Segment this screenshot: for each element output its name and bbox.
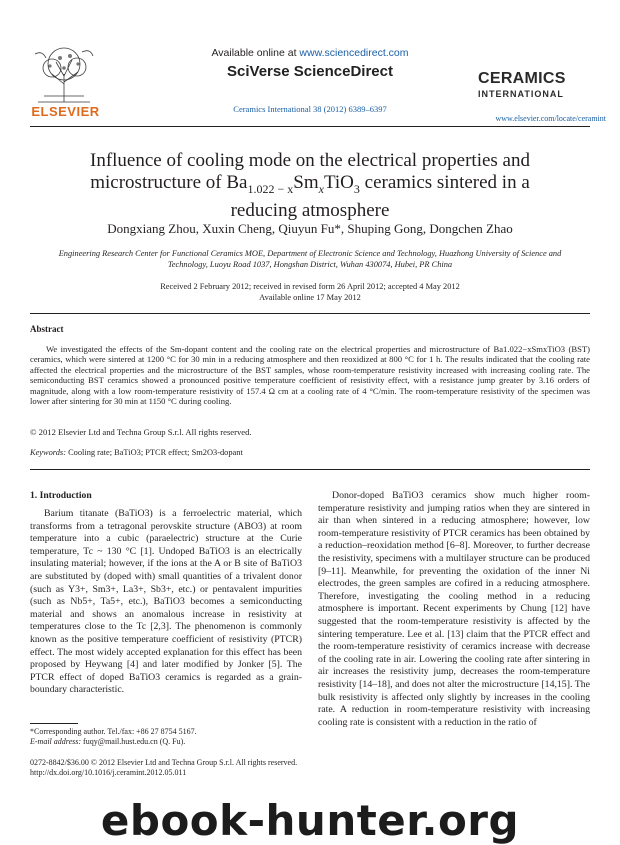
abstract-bottom-rule: [30, 469, 590, 470]
platform-name: SciVerse ScienceDirect: [227, 63, 393, 80]
available-prefix: Available online at: [211, 47, 300, 59]
email-line: [30, 737, 197, 747]
received-dates: Received 2 February 2012; received in revised form 26 April 2012; accepted 4 May 2012: [160, 282, 460, 291]
abstract-heading: Abstract: [30, 324, 64, 334]
doi-link[interactable]: http://dx.doi.org/10.1016/j.ceramint.2012.05.011: [30, 768, 187, 777]
online-date: Available online 17 May 2012: [259, 293, 361, 302]
abstract-copyright: © 2012 Elsevier Ltd and Techna Group S.r.l. All rights reserved.: [30, 427, 252, 437]
publisher-name: ELSEVIER: [31, 104, 100, 119]
journal-url-link[interactable]: www.elsevier.com/locate/ceramint: [495, 114, 606, 123]
abstract-top-rule: [30, 313, 590, 314]
title-line-2: microstructure of $Ba_{1.022 - x}Sm_xTiO_3$ ceramics sintered in a: [90, 172, 530, 196]
sciencedirect-link[interactable]: www.sciencedirect.com: [299, 47, 409, 59]
article-title: [40, 150, 580, 222]
watermark: ebook-hunter.org: [100, 796, 520, 845]
header-rule: [30, 126, 590, 127]
left-column-text: Barium titanate (BaTiO3) is a ferroelectric material, which transforms from a tetragonal perovskite structure (ABO3) at room temperature into a cubic (paraelectric) structure at the Curie temperature, Tc ~ 130 °C [1]. Undoped BaTiO3 is an electrically insulating material; however, if the ions at the A or B site of BaTiO3 are substituted by (doped with) small quantities of a trivalent donor (such as Y3+, Sm3+, La3+, Sb3+, etc.) or pentavalent impurities (such as Nb5+, Ta5+, etc.), BaTiO3 becomes a semiconducting material and shows an anomalous increase in resistivity at temperatures close to the Tc [2,3]. The phenomenon is commonly known as the positive temperature coefficient of resistivity (PTCR) effect. The most widely accepted explanation for this effect has been proposed by Heywang [4] and later modified by Jonker [5]. The PTCR effect of doped BaTiO3 ceramics is regarded as a grain-boundary characteristic.: [30, 508, 302, 696]
right-column-text: Donor-doped BaTiO3 ceramics show much higher room-temperature resistivity and jumping ratios when they are sintered in air than when sintered in a reducing atmosphere; however, low room-temperature resistivity of PTCR ceramics has been obtained by a reduction–reoxidation method [6–8]. Moreover, to further decrease the resistivity, specimens with a multilayer structure can be produced [9–11]. Meanwhile, for preventing the oxidation of the inner Ni electrodes, the green samples are cofired in a reducing atmosphere. Therefore, investigating the cooling method in a reducing atmosphere is important. Recent experiments by Chung [12] have suggested that the room-temperature resistivity is affected by the sintering temperature. Lee et al. [13] claim that the PTCR effect and the room-temperature resistivity of ceramics increase with decrease of the cooling rate in air. Lowering the cooling rate after sintering in air increases the resistivity jump, decreases the room-temperature resistivity [14–18], and does not alter the microstructure [14,15]. The bulk resistivity is affected only slightly by increases in the cooling rate. A reduction in room-temperature resistivity with increasing cooling rate is consistent with a reduction in the ratio of: [318, 490, 590, 728]
available-online: [0, 47, 620, 59]
email-label: E-mail address:: [30, 737, 82, 746]
title-line-3: reducing atmosphere: [230, 199, 390, 221]
keywords: [30, 448, 243, 457]
affiliation: Engineering Research Center for Functional Ceramics MOE, Department of Electronic Science and Technology, Huazhong University of Science and Technology, Luoyu Road 1037, Hongshan District, Wuhan 430074, Hubei, PR China: [58, 249, 562, 269]
footnote: [30, 727, 197, 747]
footnote-rule: [30, 723, 78, 724]
journal-reference[interactable]: Ceramics International 38 (2012) 6389–6397: [233, 104, 387, 114]
abstract-body: We investigated the effects of the Sm-dopant content and the cooling rate on the electrical properties and microstructure of Ba1.022−xSmxTiO3 (BST) ceramics, which were sintered at 1200 °C for 30 min in a reducing atmosphere and then reoxidized at 800 °C for 1 h. The results indicated that the cooling rate affected the electrical properties and the microstructure of the BST samples, whose room-temperature resistivity increased with increasing cooling rate. The semiconducting BST ceramics showed a pronounced positive temperature coefficient of resistivity effect, with a resistance jump greater by 3.16 orders of magnitude, along with a low room-temperature resistivity of 157.4 Ω cm at a cooling rate of 4 °C/min. The room-temperature resistivity of the specimen was lower after sintering for 30 min at 1150 °C during cooling.: [30, 344, 590, 407]
corresponding-author: *Corresponding author. Tel./fax: +86 27 8754 5167.: [30, 727, 197, 736]
issn-line: 0272-8842/$36.00 © 2012 Elsevier Ltd and Techna Group S.r.l. All rights reserved.: [30, 758, 298, 767]
keywords-label: Keywords:: [30, 448, 66, 457]
section-heading-introduction: 1. Introduction: [30, 490, 92, 501]
bottom-info: [30, 758, 297, 778]
journal-name-line2: INTERNATIONAL: [478, 89, 564, 99]
keywords-list: Cooling rate; BaTiO3; PTCR effect; Sm2O3-dopant: [65, 448, 243, 457]
article-history: [0, 281, 620, 303]
title-line-1: Influence of cooling mode on the electrical properties and: [90, 150, 530, 171]
journal-name-line1: CERAMICS: [478, 70, 566, 87]
email-address[interactable]: fuqy@mail.hust.edu.cn (Q. Fu).: [81, 737, 186, 746]
author-list: Dongxiang Zhou, Xuxin Cheng, Qiuyun Fu*, Shuping Gong, Dongchen Zhao: [107, 221, 513, 236]
